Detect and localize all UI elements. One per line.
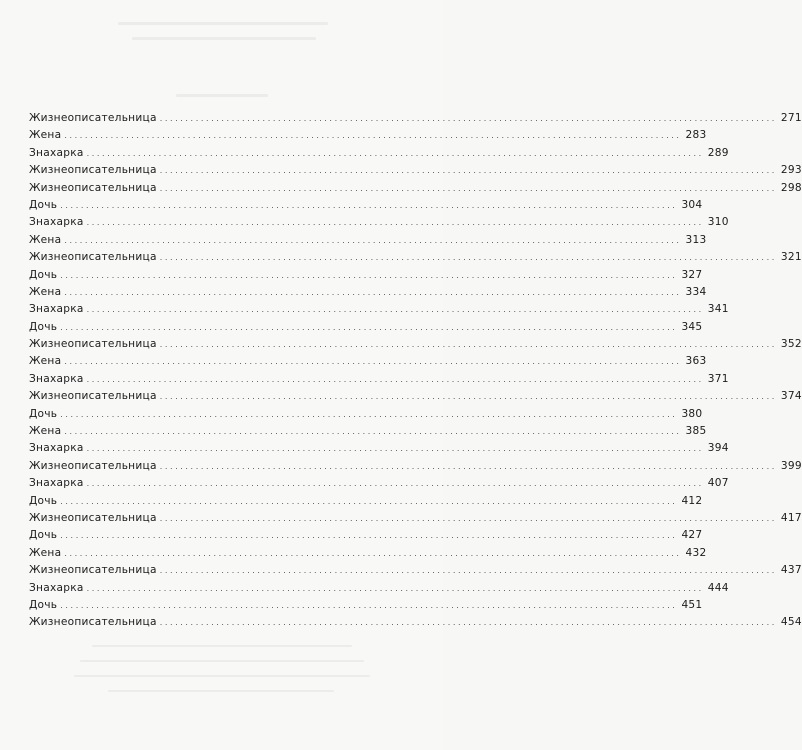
toc-entry-title: Жена — [29, 355, 62, 368]
toc-entry-page: 394 — [707, 442, 729, 455]
toc-entry-title: Жизнеописательница — [29, 251, 157, 264]
toc-entry — [29, 406, 703, 423]
toc-entry-page: 293 — [780, 164, 802, 177]
toc-entry-page: 283 — [685, 129, 707, 142]
toc-dot-leader: ........................................................................................................................ — [159, 253, 777, 263]
show-through-line — [92, 645, 352, 647]
toc-entry-title: Жизнеописательница — [29, 338, 157, 351]
toc-entry — [29, 162, 802, 179]
toc-entry-title: Жизнеописательница — [29, 390, 157, 403]
toc-dot-leader: ........................................................................................................................ — [159, 114, 777, 123]
toc-dot-leader: ........................................................................................................................ — [64, 287, 682, 297]
toc-entry-page: 407 — [707, 477, 729, 490]
toc-dot-leader: ........................................................................................................................ — [60, 600, 678, 610]
show-through-line — [108, 690, 334, 692]
toc-entry-title: Жизнеописательница — [29, 164, 157, 177]
toc-entry — [29, 197, 703, 214]
toc-dot-leader: ........................................................................................................................ — [64, 235, 682, 245]
toc-entry-title: Жена — [29, 546, 62, 559]
toc-entry — [29, 180, 802, 197]
toc-entry-page: 321 — [780, 251, 802, 264]
toc-entry-page: 289 — [707, 146, 729, 159]
toc-entry-title: Знахарка — [29, 146, 84, 159]
toc-entry — [29, 614, 802, 631]
toc-entry — [29, 458, 802, 475]
toc-dot-leader: ........................................................................................................................ — [159, 618, 777, 628]
toc-entry — [29, 475, 729, 492]
toc-entry-title: Жена — [29, 129, 62, 142]
toc-dot-leader: ........................................................................................................................ — [86, 218, 704, 228]
toc-dot-leader: ........................................................................................................................ — [60, 531, 678, 541]
toc-entry — [29, 336, 802, 353]
toc-entry — [29, 388, 802, 405]
toc-entry-page: 399 — [780, 459, 802, 472]
toc-entry-title: Знахарка — [29, 303, 84, 316]
toc-entry-page: 313 — [685, 233, 707, 246]
toc-entry — [29, 214, 729, 231]
toc-entry — [29, 319, 703, 336]
toc-entry-page: 352 — [780, 338, 802, 351]
toc-entry-page: 412 — [681, 494, 703, 507]
toc-entry-page: 334 — [685, 285, 707, 298]
toc-entry — [29, 110, 802, 127]
toc-entry — [29, 493, 703, 510]
toc-entry — [29, 284, 707, 301]
toc-dot-leader: ........................................................................................................................ — [60, 270, 678, 280]
toc-entry — [29, 371, 729, 388]
toc-entry — [29, 527, 703, 544]
toc-entry-page: 451 — [681, 598, 703, 611]
toc-entry — [29, 580, 729, 597]
toc-entry-title: Дочь — [29, 268, 58, 281]
toc-entry — [29, 249, 802, 266]
toc-entry-page: 380 — [681, 407, 703, 420]
toc-entry-page: 304 — [681, 198, 703, 211]
toc-dot-leader: ........................................................................................................................ — [64, 357, 682, 367]
show-through-line — [74, 675, 370, 677]
toc-entry-page: 341 — [707, 303, 729, 316]
toc-entry-page: 432 — [685, 546, 707, 559]
toc-entry — [29, 145, 729, 162]
toc-entry-title: Жизнеописательница — [29, 181, 157, 194]
toc-entry-title: Знахарка — [29, 442, 84, 455]
toc-entry-title: Знахарка — [29, 581, 84, 594]
toc-entry-title: Знахарка — [29, 477, 84, 490]
toc-dot-leader: ........................................................................................................................ — [86, 374, 704, 384]
toc-dot-leader: ........................................................................................................................ — [86, 148, 704, 158]
toc-dot-leader: ........................................................................................................................ — [64, 548, 682, 558]
toc-entry-page: 437 — [780, 564, 802, 577]
show-through-line — [118, 22, 328, 25]
toc-entry-page: 417 — [780, 511, 802, 524]
toc-entry — [29, 510, 802, 527]
show-through-line — [176, 94, 268, 97]
show-through-line — [80, 660, 364, 662]
toc-entry — [29, 301, 729, 318]
toc-entry-title: Жизнеописательница — [29, 459, 157, 472]
toc-entry-page: 310 — [707, 216, 729, 229]
toc-entry-page: 371 — [707, 372, 729, 385]
toc-entry — [29, 353, 707, 370]
toc-dot-leader: ........................................................................................................................ — [60, 200, 678, 210]
toc-dot-leader: ........................................................................................................................ — [159, 340, 777, 350]
toc-entry-title: Дочь — [29, 198, 58, 211]
toc-dot-leader: ........................................................................................................................ — [60, 322, 678, 332]
toc-entry-page: 298 — [780, 181, 802, 194]
toc-entry-page: 444 — [707, 581, 729, 594]
toc-entry-page: 427 — [681, 529, 703, 542]
toc-entry-page: 385 — [685, 425, 707, 438]
toc-entry — [29, 440, 729, 457]
toc-entry — [29, 423, 707, 440]
toc-entry-title: Жена — [29, 233, 62, 246]
toc-dot-leader: ........................................................................................................................ — [159, 183, 777, 193]
toc-dot-leader: ........................................................................................................................ — [159, 513, 777, 523]
toc-entry — [29, 562, 802, 579]
toc-entry-page: 363 — [685, 355, 707, 368]
toc-dot-leader: ........................................................................................................................ — [64, 131, 682, 141]
toc-dot-leader: ........................................................................................................................ — [159, 461, 777, 471]
toc-entry-title: Знахарка — [29, 372, 84, 385]
toc-dot-leader: ........................................................................................................................ — [159, 166, 777, 176]
toc-entry-page: 454 — [780, 616, 802, 629]
toc-dot-leader: ........................................................................................................................ — [159, 392, 777, 402]
toc-entry-title: Жизнеописательница — [29, 112, 157, 124]
table-of-contents — [29, 110, 802, 632]
toc-entry-title: Жена — [29, 285, 62, 298]
toc-entry-page: 374 — [780, 390, 802, 403]
toc-entry-title: Жизнеописательница — [29, 511, 157, 524]
show-through-line — [132, 37, 316, 40]
toc-entry-page: 327 — [681, 268, 703, 281]
toc-dot-leader: ........................................................................................................................ — [86, 583, 704, 593]
toc-entry — [29, 545, 707, 562]
toc-dot-leader: ........................................................................................................................ — [86, 305, 704, 315]
toc-entry-title: Дочь — [29, 407, 58, 420]
toc-entry-page: 271 — [780, 112, 802, 124]
toc-dot-leader: ........................................................................................................................ — [86, 444, 704, 454]
toc-dot-leader: ........................................................................................................................ — [60, 496, 678, 506]
toc-entry — [29, 232, 707, 249]
toc-entry-title: Жизнеописательница — [29, 564, 157, 577]
toc-entry-title: Знахарка — [29, 216, 84, 229]
toc-entry-title: Дочь — [29, 529, 58, 542]
toc-entry-title: Жизнеописательница — [29, 616, 157, 629]
toc-dot-leader: ........................................................................................................................ — [60, 409, 678, 419]
toc-entry-title: Дочь — [29, 320, 58, 333]
toc-entry-title: Жена — [29, 425, 62, 438]
toc-entry — [29, 267, 703, 284]
toc-entry — [29, 597, 703, 614]
toc-entry-title: Дочь — [29, 494, 58, 507]
toc-entry — [29, 127, 707, 144]
toc-dot-leader: ........................................................................................................................ — [64, 427, 682, 437]
toc-entry-page: 345 — [681, 320, 703, 333]
toc-dot-leader: ........................................................................................................................ — [86, 479, 704, 489]
toc-entry-title: Дочь — [29, 598, 58, 611]
toc-dot-leader: ........................................................................................................................ — [159, 566, 777, 576]
